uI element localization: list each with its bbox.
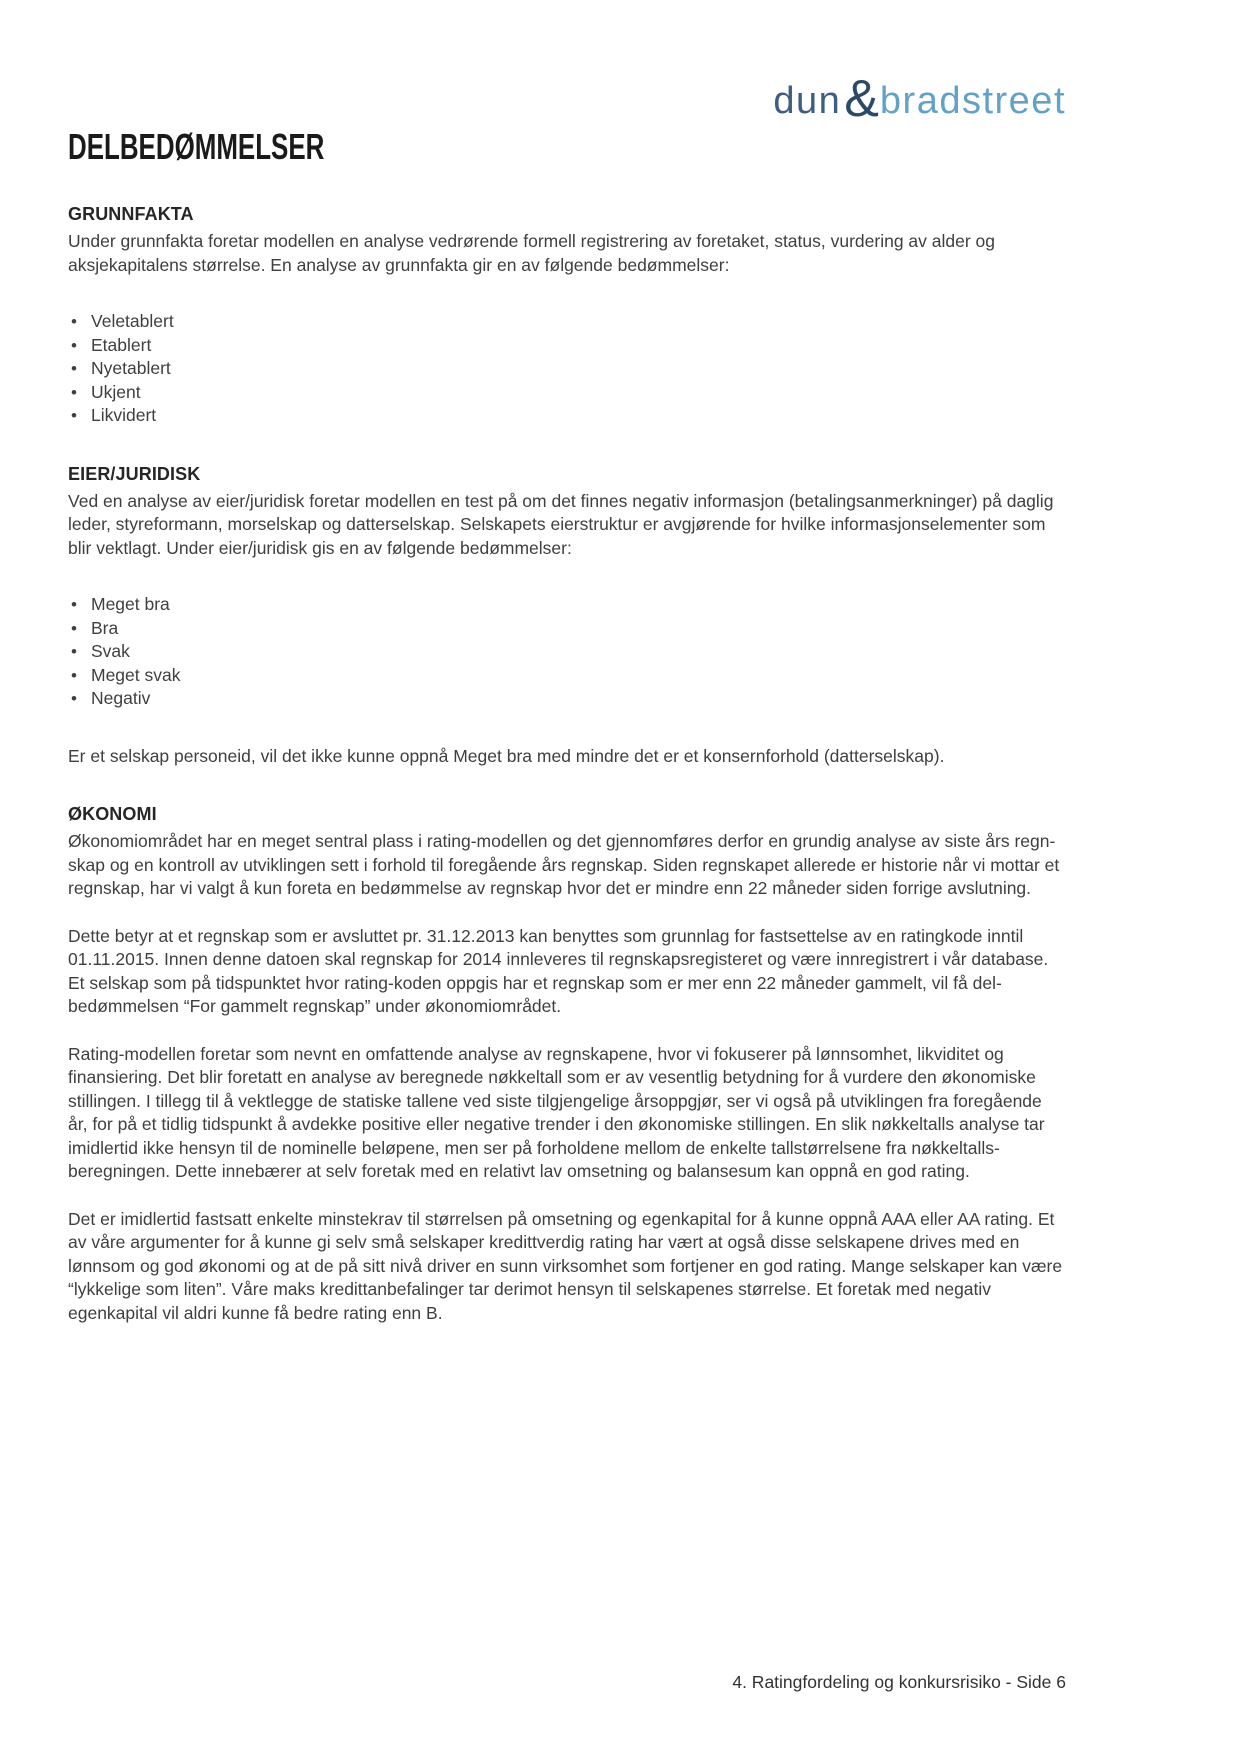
section-grunnfakta xyxy=(68,204,1066,428)
list-item xyxy=(68,687,1066,711)
list-item-label: Veletablert xyxy=(91,311,174,331)
list-item-label: Svak xyxy=(91,641,130,661)
paragraph-group xyxy=(68,830,1066,1325)
bullet-icon xyxy=(71,640,91,664)
bullet-icon xyxy=(71,687,91,711)
list-item-label: Meget bra xyxy=(91,594,170,614)
paragraph: Ved en analyse av eier/juridisk foretar modellen en test på om det finnes negativ informasjon (betalingsanmerkninger) på daglig leder, styreformann, morselskap og datterselskap. Selskapets eierstruktur er avgjørende for hvilke informasjonselementer som blir vektlagt. Under eier/juridisk gis en av følgende bedømmelser: xyxy=(68,490,1054,558)
list-item xyxy=(68,381,1066,405)
logo-text-dun: dun xyxy=(773,80,842,122)
logo-ampersand-icon: & xyxy=(844,70,879,128)
paragraph: Under grunnfakta foretar modellen en analyse vedrørende formell registrering av foretaket, status, vurdering av alder og aksjekapitalens størrelse. En analyse av grunnfakta gir en av følgende bedømmelser: xyxy=(68,231,996,275)
list-item-label: Ukjent xyxy=(91,381,141,402)
list-item-label: Bra xyxy=(91,617,119,638)
paragraph: Økonomiområdet har en meget sentral plass i rating-modellen og det gjennomføres derfor en grundig analyse av siste års regn- skap og en kontroll av utviklingen sett i forhold til foregående års regnskap. Siden regnskapet allerede er historie når vi mottar et regnskap, har vi valgt å kun foreta en bedømmelse av regnskap hvor det er mindre enn 22 måneder siden forrige avslutning. xyxy=(68,831,1060,898)
page-content xyxy=(68,0,1066,1325)
list-item-label: Nyetablert xyxy=(91,358,171,378)
list-item-label: Negativ xyxy=(91,688,151,708)
bullet-icon xyxy=(71,334,91,358)
list-item xyxy=(68,334,1066,358)
page-title: DELBEDØMMELSER xyxy=(68,126,325,167)
section-eier-juridisk xyxy=(68,464,1066,769)
list-item-label: Etablert xyxy=(91,334,152,355)
list-item-label: Meget svak xyxy=(91,664,181,685)
bullet-icon xyxy=(71,664,91,688)
paragraph: Er et selskap personeid, vil det ikke kunne oppnå Meget bra med mindre det er et konsernforhold (datterselskap). xyxy=(68,745,945,766)
bullet-icon xyxy=(71,310,91,334)
bullet-icon xyxy=(71,381,91,405)
list-item xyxy=(68,310,1066,334)
list-item xyxy=(68,617,1066,641)
page-footer: 4. Ratingfordeling og konkursrisiko - Side 6 xyxy=(732,1672,1066,1692)
section-heading-grunnfakta: GRUNNFAKTA xyxy=(68,204,194,224)
logo-text-bradstreet: bradstreet xyxy=(879,80,1066,122)
bullet-list-eier-juridisk xyxy=(68,593,1066,711)
dun-bradstreet-logo xyxy=(773,70,1066,128)
bullet-icon xyxy=(71,617,91,641)
paragraph: Rating-modellen foretar som nevnt en omfattende analyse av regnskapene, hvor vi fokuserer på lønnsomhet, likviditet og finansiering. Det blir foretatt en analyse av beregnede nøkkeltall som er av vesentlig betydning for å vurdere den økonomiske stillingen. I tillegg til å vektlegge de statiske tallene ved siste tilgjengelige årsoppgjør, ser vi også på utviklingen fra foregående år, for på et tidlig tidspunkt å avdekke positive eller negative trender i den økonomiske stillingen. En slik nøkkeltalls analyse tar imidlertid ikke hensyn til de nominelle beløpene, men ser på forholdene mellom de enkelte tallstørrelsene fra nøkkeltalls- beregningen. Dette innebærer at selv foretak med en relativt lav omsetning og balansesum kan oppnå en god rating. xyxy=(68,1043,1045,1181)
bullet-icon xyxy=(71,357,91,381)
section-heading-okonomi: ØKONOMI xyxy=(68,804,157,824)
bullet-icon xyxy=(71,593,91,617)
list-item-label: Likvidert xyxy=(91,405,157,425)
section-okonomi xyxy=(68,804,1066,1325)
bullet-list-grunnfakta xyxy=(68,310,1066,428)
bullet-icon xyxy=(71,404,91,428)
list-item xyxy=(68,357,1066,381)
list-item xyxy=(68,664,1066,688)
logo-row xyxy=(68,0,1066,128)
list-item xyxy=(68,640,1066,664)
paragraph: Det er imidlertid fastsatt enkelte minstekrav til størrelsen på omsetning og egenkapital for å kunne oppnå AAA eller AA rating. Et av våre argumenter for å kunne gi selv små selskaper kredittverdig rating har vært at også disse selskapene drives med en lønnsom og god økonomi og at de på sitt nivå driver en sunn virksomhet som fortjener en god rating. Mange selskaper kan være “lykkelige som liten”. Våre maks kredittanbefalinger tar derimot hensyn til selskapenes størrelse. Et foretak med negativ egenkapital vil aldri kunne få bedre rating enn B. xyxy=(68,1208,1063,1323)
list-item xyxy=(68,404,1066,428)
section-heading-eier-juridisk: EIER/JURIDISK xyxy=(68,463,201,484)
paragraph: Dette betyr at et regnskap som er avsluttet pr. 31.12.2013 kan benyttes som grunnlag for fastsettelse av en ratingkode inntil 01.11.2015. Innen denne datoen skal regnskap for 2014 innleveres til regnskapsregisteret og være innregistrert i vår database. Et selskap som på tidspunktet hvor rating-koden oppgis har et regnskap som er mer enn 22 måneder gammelt, vil få del- bedømmelsen “For gammelt regnskap” under økonomiområdet. xyxy=(68,925,1049,1016)
list-item xyxy=(68,593,1066,617)
